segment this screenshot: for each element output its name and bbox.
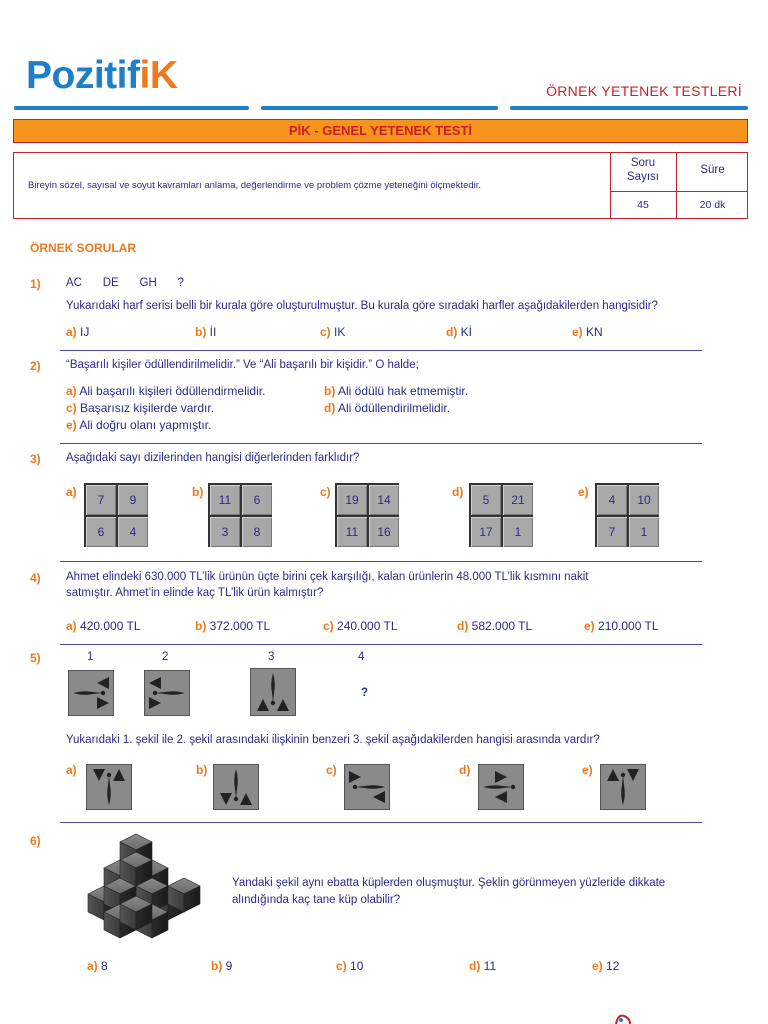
q3-option-a-grid[interactable]: 7 9 6 4 bbox=[84, 483, 148, 547]
q6-option-c[interactable]: c) 10 bbox=[336, 959, 364, 973]
q1-series: AC DE GH ? bbox=[66, 277, 184, 289]
q5-label-1: 1 bbox=[87, 651, 94, 663]
q4-number: 4) bbox=[30, 571, 41, 585]
divider bbox=[60, 561, 702, 562]
q3-option-d-label: d) bbox=[452, 485, 464, 499]
q4-text-line1: Ahmet elindeki 630.000 TL’lik ürünün üçte birini çek karşılığı, kalan ürünlerin 48.000 TL’lik kısmını nakit bbox=[66, 571, 589, 583]
q5-label-4: 4 bbox=[358, 651, 365, 663]
q5-label-3: 3 bbox=[268, 651, 275, 663]
q5-option-c-label: c) bbox=[326, 763, 337, 777]
q2-option-b[interactable]: b) Ali ödülü hak etmemiştir. bbox=[324, 384, 469, 398]
q5-label-2: 2 bbox=[162, 651, 169, 663]
q5-option-d-label: d) bbox=[459, 763, 471, 777]
question-count-header: Soru Sayısı bbox=[627, 157, 659, 183]
divider bbox=[60, 822, 702, 823]
q4-text-line2: satmıştır. Ahmet’in elinde kaç TL’lik ürün kalmıştır? bbox=[66, 587, 324, 599]
decorative-mark-icon bbox=[612, 1010, 634, 1024]
logo-main: Pozitif bbox=[26, 54, 140, 97]
q5-option-a-label: a) bbox=[66, 763, 77, 777]
q6-text-line1: Yandaki şekil aynı ebatta küplerden oluşmuştur. Şeklin görünmeyen yüzleride dikkate bbox=[232, 877, 666, 889]
q3-option-e-label: e) bbox=[578, 485, 589, 499]
divider bbox=[60, 644, 702, 645]
section-title: ÖRNEK SORULAR bbox=[30, 241, 137, 255]
duration-value: 20 dk bbox=[699, 199, 726, 211]
q4-option-b[interactable]: b) 372.000 TL bbox=[195, 619, 271, 633]
q6-option-a[interactable]: a) 8 bbox=[87, 959, 108, 973]
test-description: Bireyin sözel, sayısal ve soyut kavramları anlama, değerlendirme ve problem çözme yeteneğini ölçmektedir. bbox=[28, 180, 482, 191]
q6-cube-figure bbox=[78, 830, 228, 942]
duration-header: Süre bbox=[700, 164, 725, 176]
q1-option-b[interactable]: b) İI bbox=[195, 325, 217, 339]
question-count-value: 45 bbox=[637, 199, 649, 211]
q6-option-d[interactable]: d) 11 bbox=[469, 959, 497, 973]
q6-number: 6) bbox=[30, 834, 41, 848]
q2-option-c[interactable]: c) Başarısız kişilerde vardır. bbox=[66, 401, 215, 415]
q5-option-e-shape[interactable] bbox=[600, 764, 646, 810]
q5-text: Yukarıdaki 1. şekil ile 2. şekil arasındaki ilişkinin benzeri 3. şekil aşağıdakilerden hangisi arasında vardır? bbox=[66, 734, 600, 746]
q6-text-line2: alındığında kaç tane küp olabilir? bbox=[232, 894, 401, 906]
q1-option-a[interactable]: a) IJ bbox=[66, 325, 90, 339]
q2-option-e[interactable]: e) Ali doğru olanı yapmıştır. bbox=[66, 418, 212, 432]
q4-option-d[interactable]: d) 582.000 TL bbox=[457, 619, 533, 633]
q3-option-b-grid[interactable]: 11 6 3 8 bbox=[208, 483, 272, 547]
q5-option-b-shape[interactable] bbox=[213, 764, 259, 810]
q3-option-d-grid[interactable]: 5 21 17 1 bbox=[469, 483, 533, 547]
q5-shape-2 bbox=[144, 670, 190, 716]
q3-option-b-label: b) bbox=[192, 485, 204, 499]
q5-option-c-shape[interactable] bbox=[344, 764, 390, 810]
q5-option-e-label: e) bbox=[582, 763, 593, 777]
q5-shape-1 bbox=[68, 670, 114, 716]
logo-underline bbox=[14, 106, 748, 112]
q4-option-c[interactable]: c) 240.000 TL bbox=[323, 619, 398, 633]
q5-number: 5) bbox=[30, 651, 41, 665]
q3-option-c-label: c) bbox=[320, 485, 331, 499]
q2-text: “Başarılı kişiler ödüllendirilmelidir.” Ve “Ali başarılı bir kişidir.” O halde; bbox=[66, 359, 419, 371]
q2-number: 2) bbox=[30, 359, 41, 373]
q3-option-a-label: a) bbox=[66, 485, 77, 499]
logo bbox=[26, 54, 177, 98]
divider bbox=[60, 443, 702, 444]
q5-option-a-shape[interactable] bbox=[86, 764, 132, 810]
test-title-banner: PİK - GENEL YETENEK TESTİ bbox=[13, 119, 748, 143]
logo-accent: iK bbox=[139, 54, 178, 97]
divider bbox=[60, 350, 702, 351]
q1-text: Yukarıdaki harf serisi belli bir kurala göre oluşturulmuştur. Bu kurala göre sıradaki harfler aşağıdakilerden hangisidir? bbox=[66, 300, 658, 312]
q3-option-e-grid[interactable]: 4 10 7 1 bbox=[595, 483, 659, 547]
q6-option-b[interactable]: b) 9 bbox=[211, 959, 233, 973]
q1-option-e[interactable]: e) KN bbox=[572, 325, 603, 339]
q4-option-a[interactable]: a) 420.000 TL bbox=[66, 619, 141, 633]
q3-text: Aşağıdaki sayı dizilerinden hangisi diğerlerinden farklıdır? bbox=[66, 452, 360, 464]
q2-option-d[interactable]: d) Ali ödüllendirilmelidir. bbox=[324, 401, 451, 415]
q6-option-e[interactable]: e) 12 bbox=[592, 959, 620, 973]
q1-option-c[interactable]: c) IK bbox=[320, 325, 346, 339]
q5-option-d-shape[interactable] bbox=[478, 764, 524, 810]
q5-shape-3 bbox=[250, 668, 296, 716]
info-table bbox=[13, 152, 748, 219]
q2-option-a[interactable]: a) Ali başarılı kişileri ödüllendirmelidir. bbox=[66, 384, 266, 398]
q1-option-d[interactable]: d) Kİ bbox=[446, 325, 473, 339]
q3-option-c-grid[interactable]: 19 14 11 16 bbox=[335, 483, 399, 547]
header-tagline: ÖRNEK YETENEK TESTLERİ bbox=[546, 83, 742, 99]
q5-option-b-label: b) bbox=[196, 763, 208, 777]
q1-number: 1) bbox=[30, 277, 41, 291]
q5-unknown: ? bbox=[361, 687, 369, 699]
q4-option-e[interactable]: e) 210.000 TL bbox=[584, 619, 659, 633]
q3-number: 3) bbox=[30, 452, 41, 466]
